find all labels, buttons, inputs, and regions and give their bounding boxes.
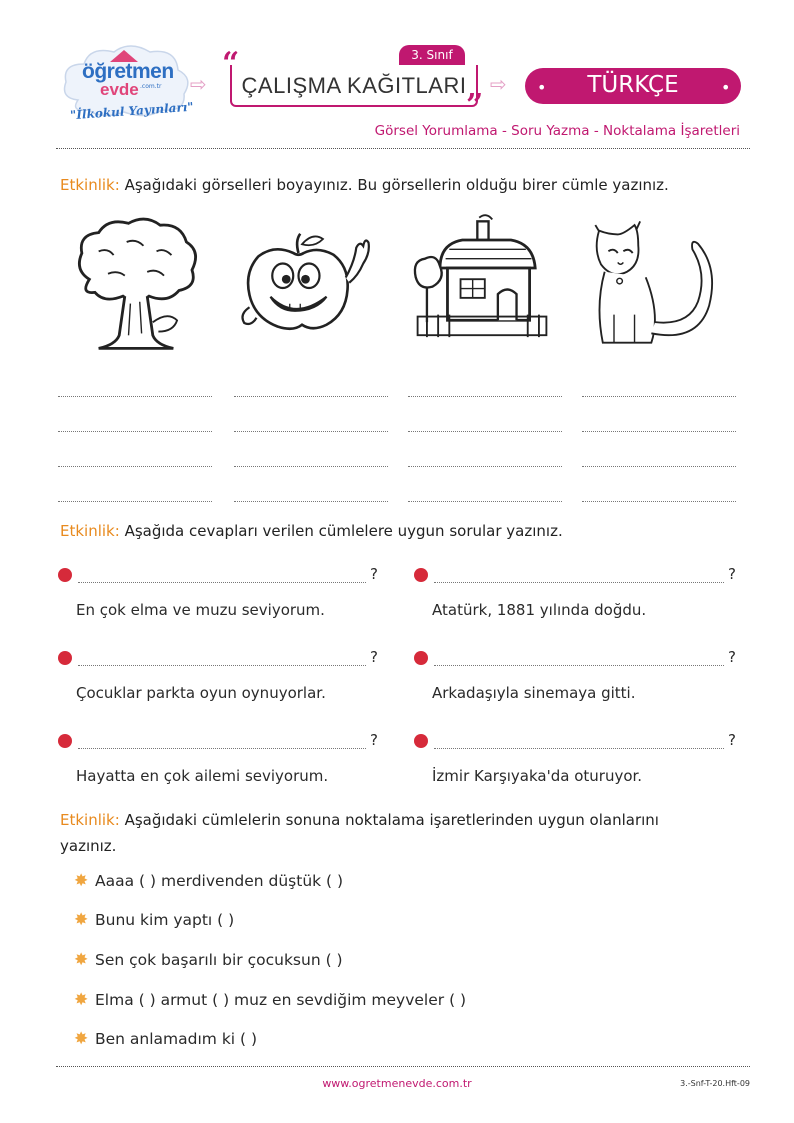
header-divider [56,148,750,149]
ladybug-bullet-icon [414,651,428,665]
question-line[interactable] [78,748,366,749]
answer-text: Hayatta en çok ailemi seviyorum. [76,767,329,785]
topics-line: Görsel Yorumlama - Soru Yazma - Noktalama İşaretleri [374,123,740,139]
writing-line[interactable] [582,396,736,397]
question-line[interactable] [78,582,366,583]
writing-line[interactable] [58,431,212,432]
logo-tagline: "İlkokul Yayınları" [69,99,194,123]
writing-line[interactable] [234,396,388,397]
cat-drawing [586,212,726,352]
writing-line[interactable] [408,466,562,467]
answer-text: Çocuklar parkta oyun oynuyorlar. [76,684,326,702]
ladybug-bullet-icon [58,734,72,748]
question-mark: ? [728,648,736,666]
writing-line[interactable] [408,431,562,432]
writing-line[interactable] [234,501,388,502]
writing-line[interactable] [234,431,388,432]
question-mark: ? [370,731,378,749]
answer-text: Atatürk, 1881 yılında doğdu. [432,601,647,619]
punctuation-sentence: Aaaa ( ) merdivenden düştük ( ) [95,872,344,890]
answer-text: İzmir Karşıyaka'da oturuyor. [432,767,643,785]
answer-text: Arkadaşıyla sinemaya gitti. [432,684,636,702]
instruction-text: Aşağıdaki görselleri boyayınız. Bu görsellerin olduğu birer cümle yazınız. [124,176,669,194]
footer-url[interactable]: www.ogretmenevde.com.tr [322,1077,472,1090]
page-title: ÇALIŞMA KAĞITLARI [241,73,467,98]
ladybug-bullet-icon [414,568,428,582]
writing-line[interactable] [58,396,212,397]
question-mark: ? [370,648,378,666]
star-bullet-icon: ✸ [74,950,89,970]
question-mark: ? [728,565,736,583]
writing-line[interactable] [408,501,562,502]
question-line[interactable] [434,582,724,583]
apple-drawing [232,218,372,358]
footer-code: 3.-Snf-T-20.Hft-09 [680,1079,750,1088]
question-line[interactable] [434,748,724,749]
punctuation-sentence: Bunu kim yaptı ( ) [95,911,235,929]
punctuation-sentence: Sen çok başarılı bir çocuksun ( ) [95,951,343,969]
writing-line[interactable] [582,501,736,502]
arrow-right-icon: ⇨ [190,72,207,96]
house-drawing [412,212,552,352]
activity-label: Etkinlik: [60,522,120,540]
star-bullet-icon: ✸ [74,1029,89,1049]
activity-label: Etkinlik: [60,176,120,194]
instruction-text: Aşağıda cevapları verilen cümlelere uygun sorular yazınız. [124,522,563,540]
logo-evde: evde [100,80,139,99]
question-line[interactable] [434,665,724,666]
question-line[interactable] [78,665,366,666]
bullet-dot-icon: • [537,78,547,97]
writing-line[interactable] [58,466,212,467]
grade-badge: 3. Sınıf [399,45,465,65]
writing-line[interactable] [582,431,736,432]
subject-title: TÜRKÇE [587,72,679,98]
question-mark: ? [728,731,736,749]
question-mark: ? [370,565,378,583]
ladybug-bullet-icon [58,568,72,582]
activity-label: Etkinlik: [60,811,120,829]
bullet-dot-icon: • [721,78,731,97]
star-bullet-icon: ✸ [74,990,89,1010]
writing-line[interactable] [582,466,736,467]
instruction-text: Aşağıdaki cümlelerin sonuna noktalama işaretlerinden uygun olanlarını [124,811,659,829]
logo-domain: .com.tr [140,83,162,90]
ladybug-bullet-icon [58,651,72,665]
writing-line[interactable] [408,396,562,397]
punctuation-sentence: Ben anlamadım ki ( ) [95,1030,258,1048]
close-quote-icon: ” [466,88,484,123]
tree-drawing [66,214,206,354]
star-bullet-icon: ✸ [74,910,89,930]
activity-3-instruction [60,811,659,829]
open-quote-icon: “ [222,46,240,81]
star-bullet-icon: ✸ [74,871,89,891]
writing-line[interactable] [234,466,388,467]
writing-line[interactable] [58,501,212,502]
punctuation-sentence: Elma ( ) armut ( ) muz en sevdiğim meyveler ( ) [95,991,467,1009]
instruction-text-cont: yazınız. [60,837,117,855]
logo-text: öğretmen [82,60,174,83]
activity-1-instruction [60,176,669,194]
footer-divider [56,1066,750,1067]
ladybug-bullet-icon [414,734,428,748]
activity-2-instruction [60,522,563,540]
arrow-right-icon: ⇨ [490,72,507,96]
answer-text: En çok elma ve muzu seviyorum. [76,601,325,619]
